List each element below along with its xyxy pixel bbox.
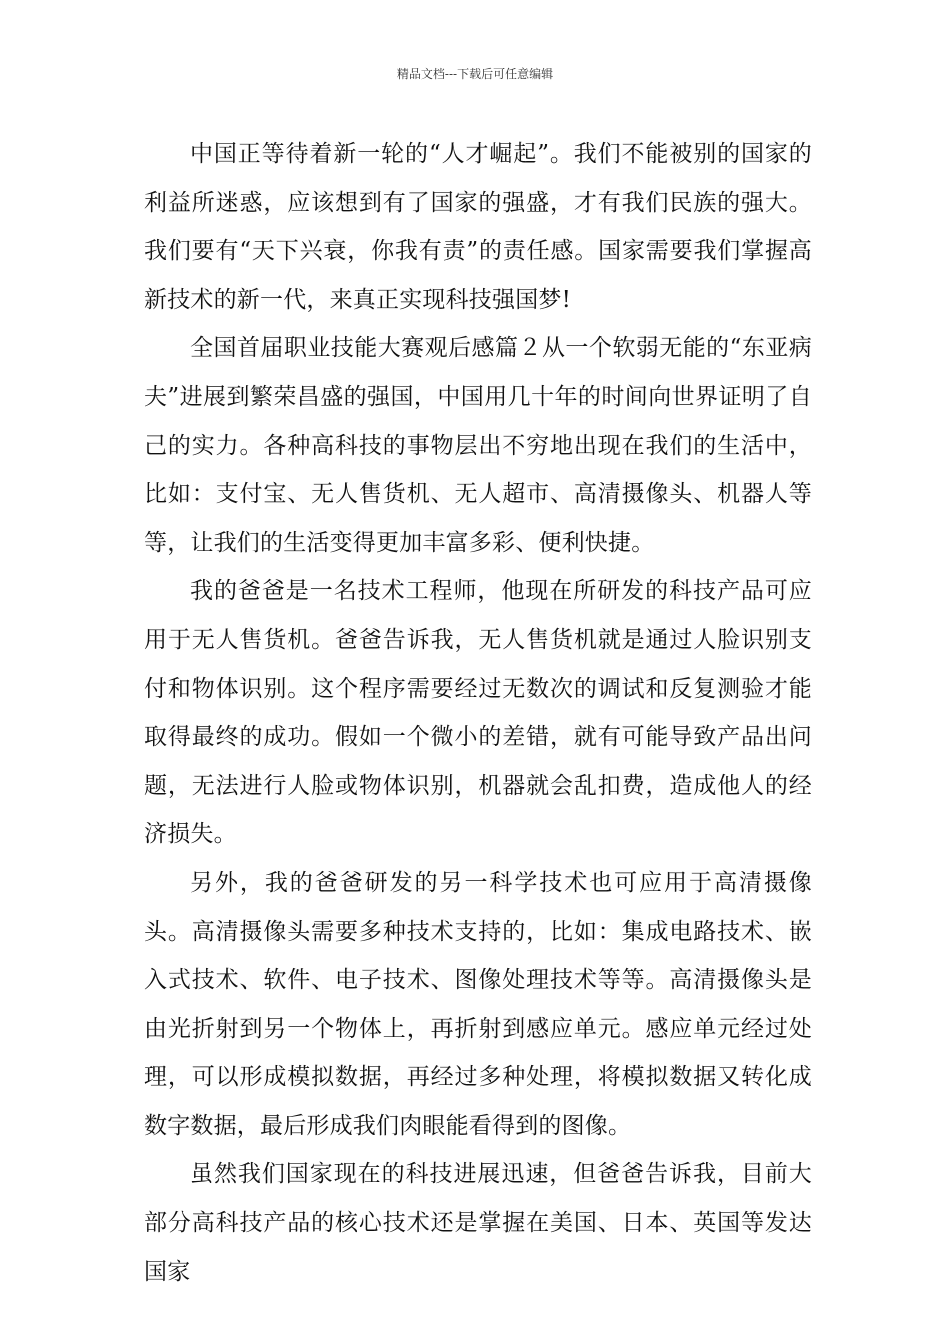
paragraph-5: 虽然我们国家现在的科技进展迅速，但爸爸告诉我，目前大部分高科技产品的核心技术还是掌握在美国、日本、英国等发达国家 <box>144 1161 812 1285</box>
document-body <box>144 130 812 1296</box>
paragraph-1: 中国正等待着新一轮的“人才崛起”。我们不能被别的国家的利益所迷惑，应该想到有了国家的强盛，才有我们民族的强大。我们要有“天下兴衰，你我有责”的责任感。国家需要我们掌握高新技术的新一代，来真正实现科技强国梦! <box>144 141 812 313</box>
paragraph-2: 全国首届职业技能大赛观后感篇２从一个软弱无能的“东亚病夫”进展到繁荣昌盛的强国，中国用几十年的时间向世界证明了自己的实力。各种高科技的事物层出不穷地出现在我们的生活中，比如：支付宝、无人售货机、无人超市、高清摄像头、机器人等等，让我们的生活变得更加丰富多彩、便利快捷。 <box>144 335 812 556</box>
page-header: 精品文档---下载后可任意编辑 <box>396 67 554 81</box>
paragraph-4: 另外，我的爸爸研发的另一科学技术也可应用于高清摄像头。高清摄像头需要多种技术支持的，比如：集成电路技术、嵌入式技术、软件、电子技术、图像处理技术等等。高清摄像头是由光折射到另一个物体上，再折射到感应单元。感应单元经过处理，可以形成模拟数据，再经过多种处理，将模拟数据又转化成数字数据，最后形成我们肉眼能看得到的图像。 <box>144 869 812 1139</box>
paragraph-3: 我的爸爸是一名技术工程师，他现在所研发的科技产品可应用于无人售货机。爸爸告诉我，无人售货机就是通过人脸识别支付和物体识别。这个程序需要经过无数次的调试和反复测验才能取得最终的成功。假如一个微小的差错，就有可能导致产品出问题，无法进行人脸或物体识别，机器就会乱扣费，造成他人的经济损失。 <box>144 578 812 848</box>
